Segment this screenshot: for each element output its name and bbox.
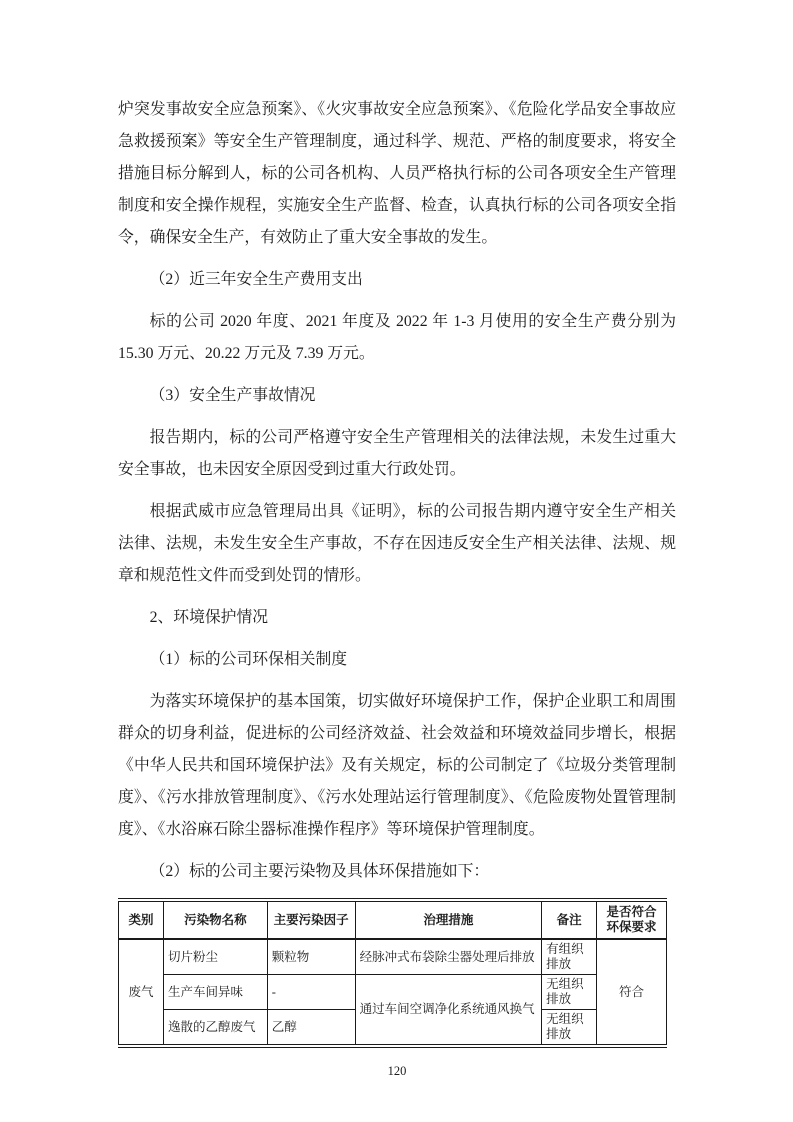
cell-measure: 经脉冲式布袋除尘器处理后排放 [355,939,542,975]
paragraph-safety-accidents: 报告期内，标的公司严格遵守安全生产管理相关的法律法规，未发生过重大安全事故，也未因安全原因受到过重大行政处罚。 [118,429,676,478]
col-header-measure: 治理措施 [355,900,542,939]
cell-note: 有组织排放 [542,939,597,975]
paragraph-safety-systems: 炉突发事故安全应急预案》、《火灾事故安全应急预案》、《危险化学品安全事故应急救援预案》等安全生产管理制度，通过科学、规范、严格的制度要求，将安全措施目标分解到人，标的公司各机构、人员严格执行标的公司各项安全生产管理制度和安全操作规程，实施安全生产监督、检查，认真执行标的公司各项安全指令，确保安全生产，有效防止了重大安全事故的发生。 [118,101,676,246]
cell-factor: 颗粒物 [267,939,355,975]
cell-pollutant: 切片粉尘 [163,939,267,975]
cell-pollutant: 逸散的乙醇废气 [163,1010,267,1047]
col-header-factor: 主要污染因子 [267,900,355,939]
paragraph-env-policies: 为落实环境保护的基本国策，切实做好环境保护工作，保护企业职工和周围群众的切身利益，促进标的公司经济效益、社会效益和环境效益同步增长，根据《中华人民共和国环境保护法》及有关规定，标的公司制定了《垃圾分类管理制度》、《污水排放管理制度》、《污水处理站运行管理制度》、《危险废物处置管理制度》、《水浴麻石除尘器标准操作程序》等环境保护管理制度。 [118,693,676,838]
heading-env-policies: （1）标的公司环保相关制度 [149,651,348,668]
page-number: 120 [387,1064,407,1078]
heading-safety-expenses: （2）近三年安全生产费用支出 [149,271,363,288]
table-row [119,975,667,1010]
heading-pollutants-table: （2）标的公司主要污染物及具体环保措施如下： [149,863,490,880]
cell-factor: - [267,975,355,1010]
cell-note: 无组织排放 [542,1010,597,1047]
paragraph-safety-expenses: 标的公司 2020 年度、2021 年度及 2022 年 1-3 月使用的安全生产费分别为 15.30 万元、20.22 万元及 7.39 万元。 [118,313,676,362]
cell-category: 废气 [119,939,164,1046]
cell-pollutant: 生产车间异味 [163,975,267,1010]
heading-safety-accidents: （3）安全生产事故情况 [149,387,316,404]
col-header-note: 备注 [542,900,597,939]
cell-factor: 乙醇 [267,1010,355,1047]
table-row [119,939,667,975]
pollutants-table [118,898,667,1048]
cell-compliance: 符合 [597,939,667,1046]
col-header-category: 类别 [119,900,164,939]
cell-note: 无组织排放 [542,975,597,1010]
heading-environmental-protection: 2、环境保护情况 [149,609,269,626]
paragraph-certificate: 根据武威市应急管理局出具《证明》，标的公司报告期内遵守安全生产相关法律、法规，未发生安全生产事故，不存在因违反安全生产相关法律、法规、规章和规范性文件而受到处罚的情形。 [118,503,676,584]
col-header-pollutant: 污染物名称 [163,900,267,939]
cell-measure: 通过车间空调净化系统通风换气 [355,975,542,1047]
col-header-compliance: 是否符合环保要求 [597,900,667,939]
table-header-row [119,900,667,939]
